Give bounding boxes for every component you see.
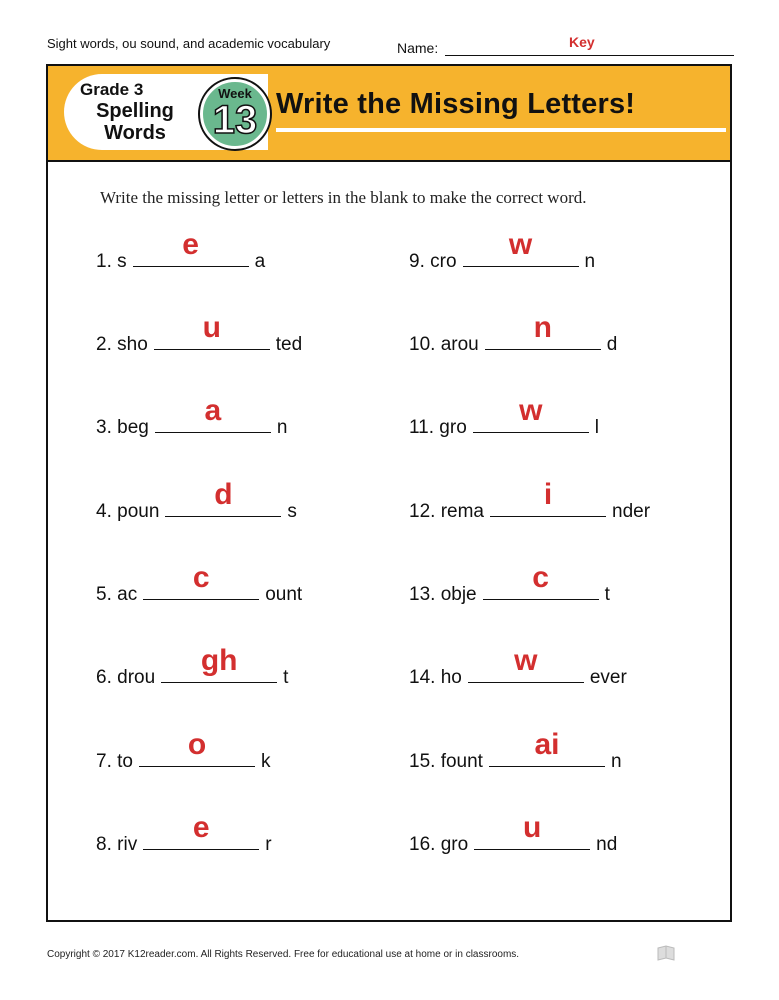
item-number: 16.: [409, 834, 436, 855]
word-prefix: beg: [117, 417, 149, 438]
item-number: 15.: [409, 751, 436, 772]
word-prefix: rema: [440, 501, 484, 522]
answer-text: ai: [534, 728, 560, 761]
word-suffix: t: [604, 584, 610, 605]
word-suffix: ount: [265, 584, 303, 605]
word-prefix: ac: [117, 584, 138, 605]
item-number: 4.: [96, 501, 112, 522]
word-prefix: ho: [440, 667, 462, 688]
book-icon: [656, 944, 676, 962]
exercise-item: [409, 811, 618, 861]
answer-text: a: [204, 394, 222, 427]
answer-text: gh: [200, 644, 238, 677]
answer-text: e: [192, 811, 210, 844]
word-suffix: nd: [596, 834, 618, 855]
word-suffix: nder: [612, 501, 651, 522]
grade-pill: [64, 74, 268, 150]
answer-blank[interactable]: [473, 394, 589, 433]
answer-blank[interactable]: [468, 644, 584, 683]
item-number: 2.: [96, 334, 112, 355]
grade-label: Grade 3: [80, 80, 144, 99]
item-number: 3.: [96, 417, 112, 438]
answer-text: w: [514, 644, 538, 677]
item-number: 14.: [409, 667, 436, 688]
answer-text: w: [519, 394, 543, 427]
exercise-item: [409, 728, 622, 778]
word-suffix: r: [265, 834, 272, 855]
exercise-item: [409, 311, 618, 361]
week-number: 13: [212, 98, 258, 142]
answer-blank[interactable]: [489, 728, 605, 767]
exercise-item: [96, 728, 271, 778]
exercise-item: [96, 811, 272, 861]
word-prefix: poun: [117, 501, 160, 522]
item-number: 8.: [96, 834, 112, 855]
answer-blank[interactable]: [483, 561, 599, 600]
answer-text: n: [533, 311, 552, 344]
k12reader-logo-icon: [656, 944, 736, 964]
word-suffix: s: [287, 501, 297, 522]
word-prefix: gro: [440, 834, 469, 855]
word-prefix: gro: [439, 417, 467, 438]
name-label: Name:: [397, 40, 439, 56]
exercise-item: [409, 228, 596, 278]
spelling-words-label: [86, 100, 184, 144]
item-number: 6.: [96, 667, 112, 688]
answer-blank[interactable]: [155, 394, 271, 433]
word-suffix: d: [606, 334, 618, 355]
answer-text: c: [192, 561, 210, 594]
item-number: 5.: [96, 584, 112, 605]
answer-text: u: [202, 311, 221, 344]
answer-blank[interactable]: [161, 644, 277, 683]
item-number: 7.: [96, 751, 112, 772]
word-suffix: ted: [275, 334, 303, 355]
worksheet-title: Write the Missing Letters!: [276, 88, 636, 120]
item-number: 12.: [409, 501, 436, 522]
word-prefix: s: [117, 251, 127, 272]
word-suffix: t: [283, 667, 289, 688]
answer-blank[interactable]: [490, 478, 606, 517]
word-suffix: ever: [589, 667, 627, 688]
exercise-item: [409, 561, 610, 611]
exercise-item: [96, 311, 303, 361]
word-suffix: n: [584, 251, 596, 272]
exercise-item: [409, 478, 651, 528]
answer-blank[interactable]: [474, 811, 590, 850]
item-number: 11.: [409, 417, 435, 438]
answer-text: i: [543, 478, 553, 511]
word-prefix: cro: [430, 251, 457, 272]
name-underline: [445, 55, 734, 56]
exercise-item: [96, 228, 266, 278]
exercise-item: [96, 394, 288, 444]
answer-blank[interactable]: [143, 811, 259, 850]
word-suffix: n: [610, 751, 622, 772]
copyright-footer: Copyright © 2017 K12reader.com. All Rights Reserved. Free for educational use at home or in classrooms.: [47, 949, 520, 960]
word-prefix: obje: [440, 584, 477, 605]
word-prefix: to: [117, 751, 133, 772]
answer-text: u: [523, 811, 542, 844]
word-prefix: arou: [440, 334, 479, 355]
word-suffix: l: [594, 417, 599, 438]
word-suffix: n: [276, 417, 288, 438]
answer-text: d: [214, 478, 233, 511]
answer-text: e: [182, 228, 199, 261]
week-label: Week: [218, 86, 252, 101]
instructions: Write the missing letter or letters in the blank to make the correct word.: [100, 188, 587, 207]
answer-blank[interactable]: [485, 311, 601, 350]
answer-blank[interactable]: [165, 478, 281, 517]
answer-blank[interactable]: [133, 228, 249, 267]
item-number: 10.: [409, 334, 436, 355]
title-banner: [48, 66, 730, 162]
exercise-item: [96, 644, 289, 694]
week-badge-icon: [200, 79, 270, 149]
words-text: Words: [104, 122, 166, 144]
answer-blank[interactable]: [463, 228, 579, 267]
word-prefix: fount: [440, 751, 483, 772]
answer-text: c: [532, 561, 549, 594]
word-suffix: k: [261, 751, 271, 772]
exercise-item: [409, 644, 627, 694]
word-suffix: a: [254, 251, 266, 272]
name-field[interactable]: [397, 34, 734, 56]
word-prefix: drou: [117, 667, 156, 688]
exercise-item: [96, 561, 303, 611]
answer-blank[interactable]: [143, 561, 259, 600]
word-prefix: riv: [117, 834, 138, 855]
name-value: Key: [569, 34, 595, 50]
answer-text: w: [508, 228, 533, 261]
answer-blank[interactable]: [139, 728, 255, 767]
exercise-item: [96, 478, 297, 528]
item-number: 13.: [409, 584, 436, 605]
worksheet-subtitle: Sight words, ou sound, and academic vocabulary: [47, 36, 331, 51]
item-number: 1.: [96, 251, 112, 272]
title-underline: [276, 128, 726, 132]
exercise-item: [409, 394, 599, 444]
spelling-text: Spelling: [96, 100, 174, 122]
word-prefix: sho: [117, 334, 148, 355]
answer-text: o: [187, 728, 207, 761]
worksheet-frame: [46, 64, 732, 922]
item-number: 9.: [409, 251, 425, 272]
answer-blank[interactable]: [154, 311, 270, 350]
